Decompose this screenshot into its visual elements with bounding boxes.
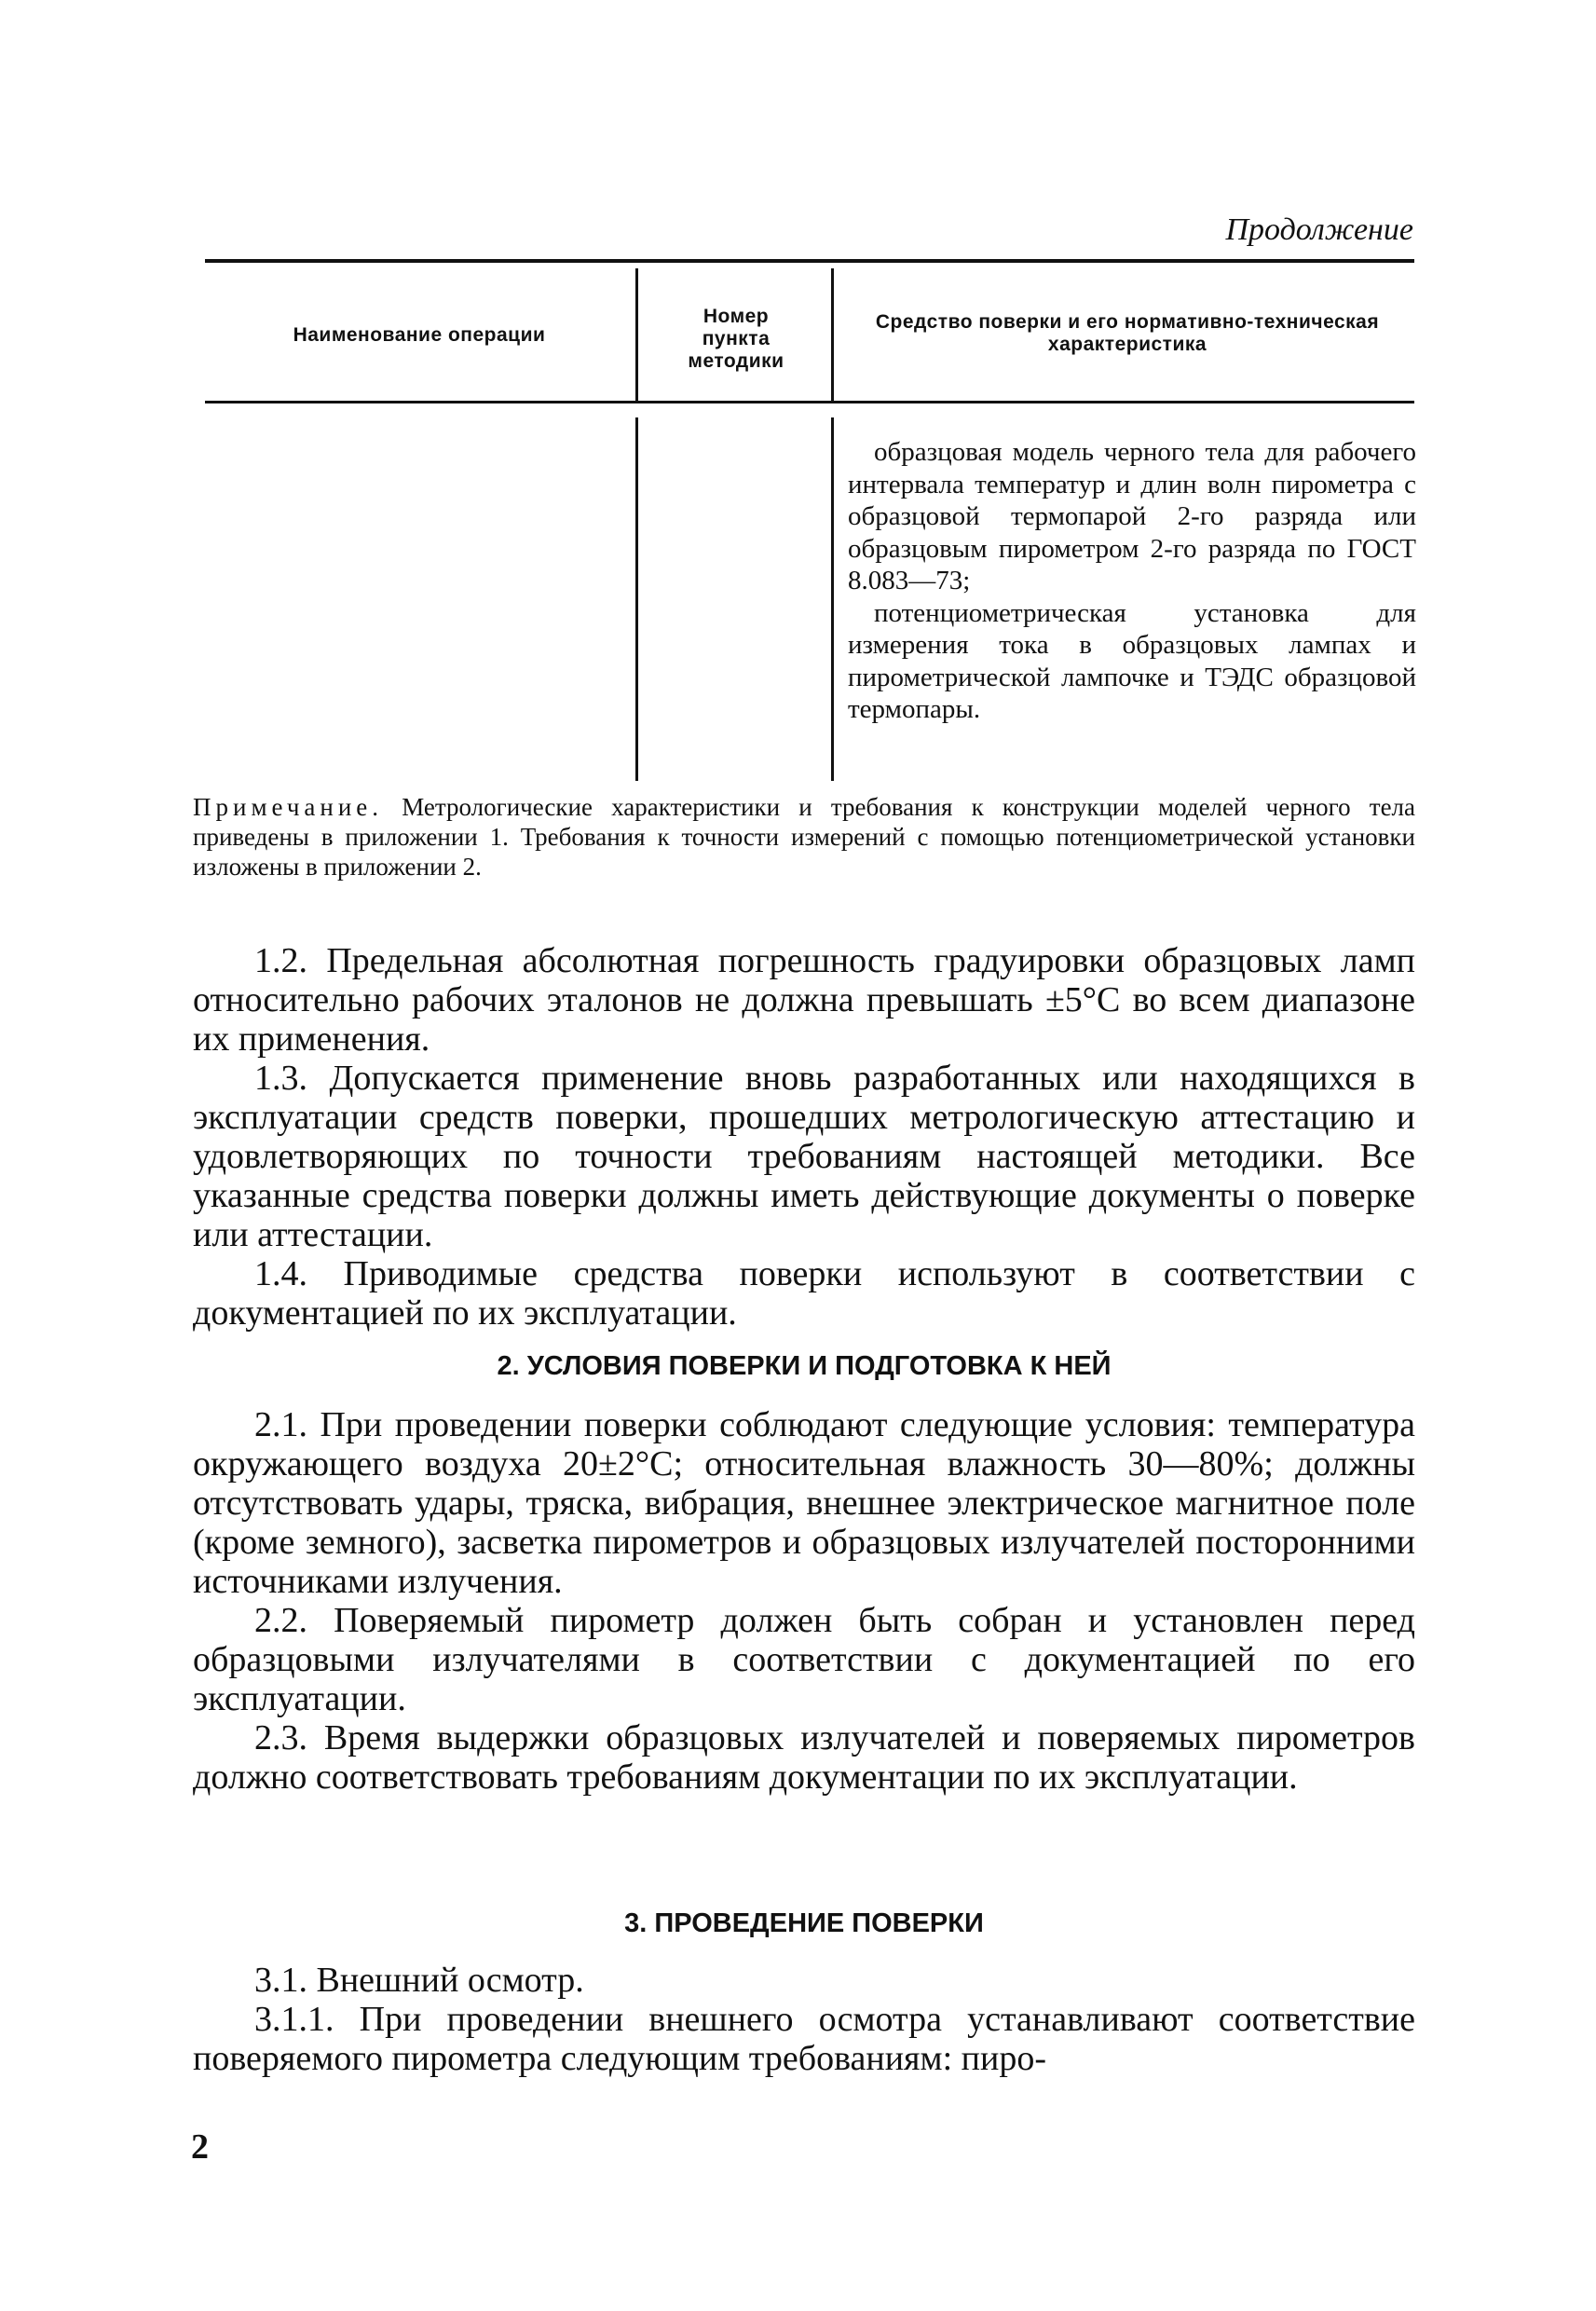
section-3-heading: 3. ПРОВЕДЕНИЕ ПОВЕРКИ [624, 1908, 984, 1938]
table-header-verification-means: Средство поверки и его нормативно-техническая характеристика [875, 311, 1380, 355]
table-column-divider-2 [831, 268, 834, 401]
table-cell-paragraph: потенциометрическая установка для измерения тока в образцовых лампах и пирометрической лампочке и ТЭДС образцовой термопары. [848, 597, 1416, 724]
paragraph: 3.1.1. При проведении внешнего осмотра устанавливают соответствие поверяемого пирометра следующим требованиям: пиро- [193, 2000, 1415, 2078]
table-cell-paragraph: образцовая модель черного тела для рабочего интервала температур и длин волн пирометра с образцовой термопарой 2-го разряда или образцовым пирометром 2-го разряда по ГОСТ 8.083—73; [848, 437, 1416, 595]
table-body-divider-1 [635, 417, 638, 781]
continuation-label: Продолжение [1225, 212, 1413, 247]
section-2-body [193, 1405, 1415, 1797]
paragraph: 2.2. Поверяемый пирометр должен быть собран и установлен перед образцовыми излучателями в соответствии с документацией по его эксплуатации. [193, 1601, 1415, 1718]
paragraph: 2.1. При проведении поверки соблюдают следующие условия: температура окружающего воздуха 20±2°С; относительная влажность 30—80%; должны отсутствовать удары, тряска, вибрация, внешнее электрическое магнитное поле (кроме земного), засветка пирометров и образцовых излучателей посторонними источниками излучения. [193, 1405, 1415, 1601]
table-header-operation: Наименование операции [293, 324, 546, 346]
note-text: Метрологические характеристики и требования к конструкции моделей черного тела приведены в приложении 1. Требования к точности измерений с помощью потенциометрической установки изложены в приложении 2. [193, 793, 1416, 881]
table-column-divider-1 [635, 268, 638, 401]
note-label: Примечание. [193, 793, 384, 821]
table-header-item-number: Номер пункта методики [688, 306, 784, 372]
paragraph: 1.2. Предельная абсолютная погрешность градуировки образцовых ламп относительно рабочих эталонов не должна превышать ±5°С во всем диапазоне их применения. [193, 941, 1415, 1059]
table-header-rule [205, 401, 1414, 403]
paragraph: 1.3. Допускается применение вновь разработанных или находящихся в эксплуатации средств поверки, прошедших метрологическую аттестацию и удовлетворяющих по точности требованиям настоящей методики. Все указанные средства поверки должны иметь действующие документы о поверке или аттестации. [193, 1059, 1415, 1254]
table-cell-means [848, 436, 1416, 726]
section-2-heading: 2. УСЛОВИЯ ПОВЕРКИ И ПОДГОТОВКА К НЕЙ [497, 1351, 1112, 1381]
paragraph: 3.1. Внешний осмотр. [254, 1961, 584, 2000]
table-top-rule [205, 259, 1414, 263]
table-note [193, 792, 1415, 882]
table-body-divider-2 [831, 417, 834, 781]
page-number: 2 [191, 2127, 209, 2167]
section-3-body [193, 1961, 1415, 2078]
section1-continuation [193, 941, 1415, 1333]
paragraph: 2.3. Время выдержки образцовых излучателей и поверяемых пирометров должно соответствовать требованиям документации по их эксплуатации. [193, 1718, 1415, 1797]
paragraph: 1.4. Приводимые средства поверки используют в соответствии с документацией по их эксплуатации. [193, 1254, 1415, 1333]
